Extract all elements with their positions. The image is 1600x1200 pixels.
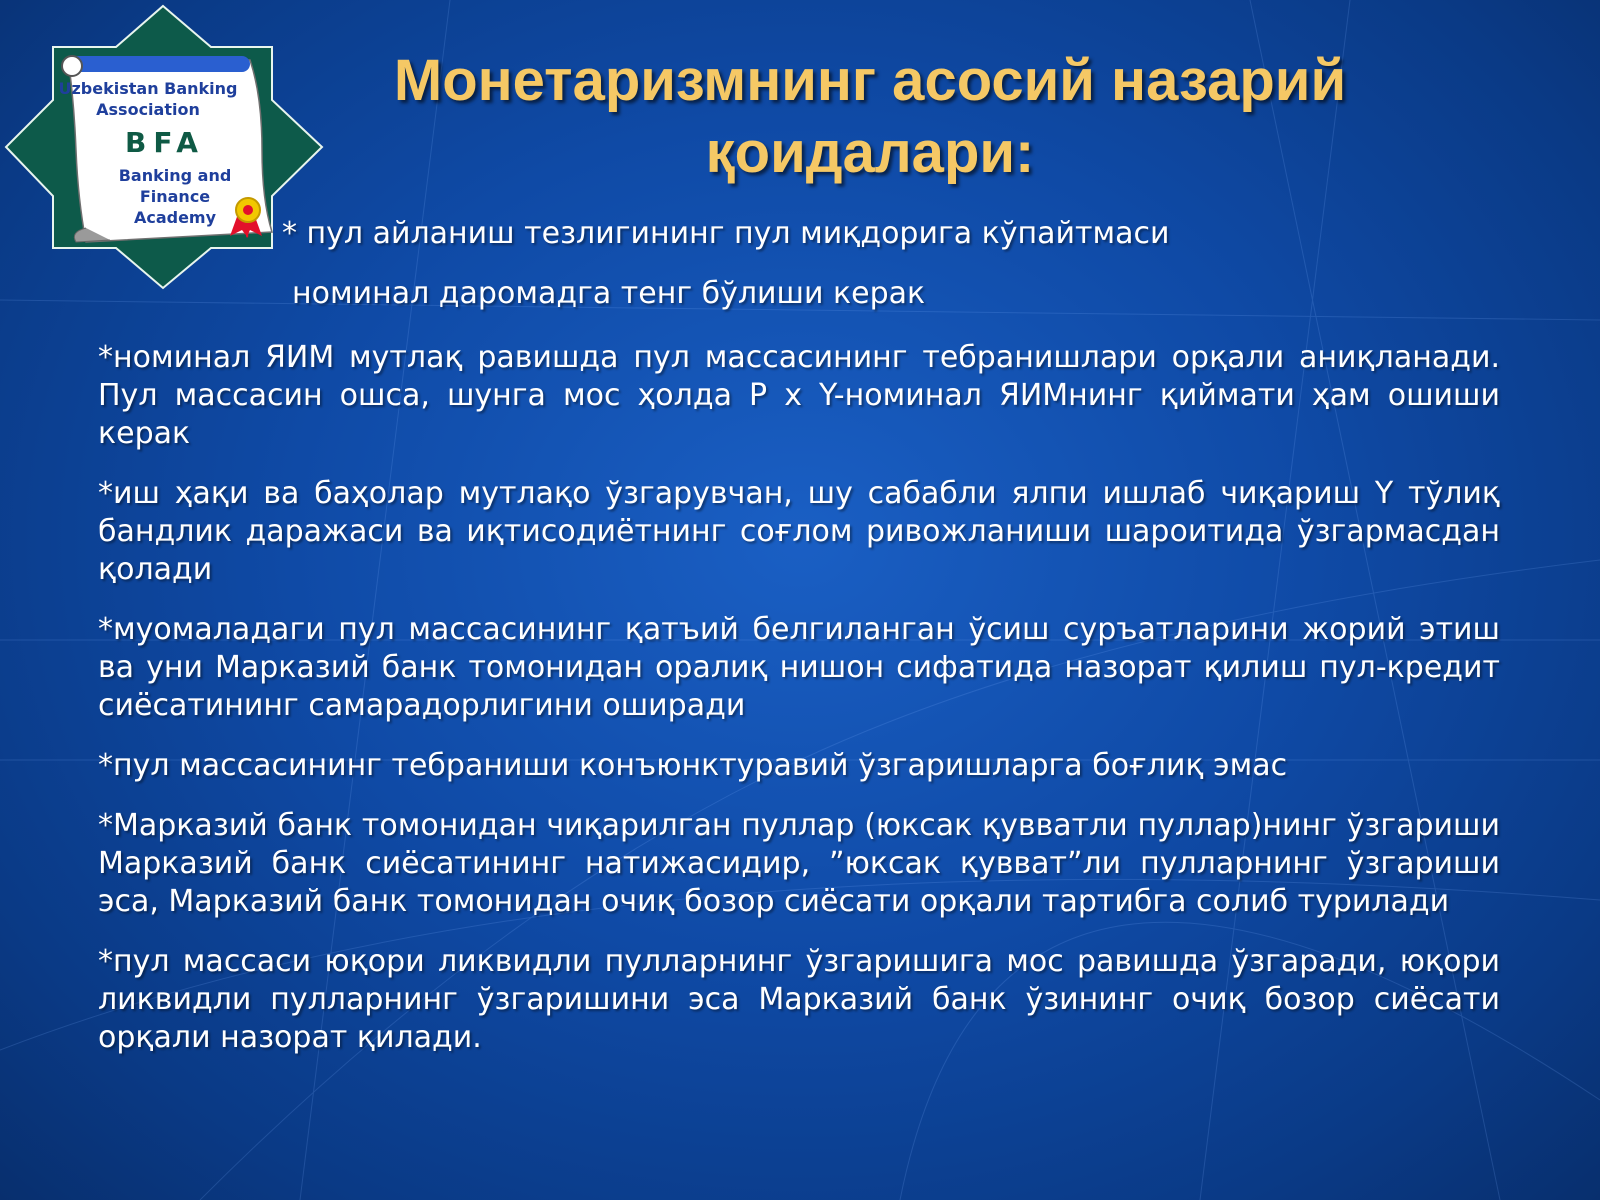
logo-abbreviation: BFA (125, 126, 205, 159)
bullet-item: *Марказий банк томонидан чиқарилган пуллар (юксак қувватли пуллар)нинг ўзгариши Марказий банк сиёсатининг натижасидир, ”юксак қувват”ли пулларнинг ўзгариши эса, Марказий банк томонидан очиқ бозор сиёсати орқали тартибга солиб турилади (98, 808, 1500, 919)
bfa-logo (0, 0, 330, 295)
bullet-item: *пул массасининг тебраниши конъюнктуравий ўзгаришларга боғлиқ эмас (98, 748, 1288, 783)
intro-line-2: номинал даромадга тенг бўлиши керак (292, 276, 926, 311)
intro-line-1: * пул айланиш тезлигининг пул миқдорига кўпайтмаси (282, 216, 1170, 251)
bullet-list (98, 339, 1500, 1079)
bullet-item: *иш ҳақи ва баҳолар мутлақо ўзгарувчан, шу сабабли ялпи ишлаб чиқариш Y тўлиқ бандлик даражаси ва иқтисодиётнинг соғлом ривожланиши шароитида ўзгармасдан қолади (98, 476, 1500, 587)
slide-title: Монетаризмнинг асосий назарий қоидалари: (393, 48, 1347, 185)
logo-organization: Uzbekistan Banking Association (58, 79, 238, 119)
bullet-item: *пул массаси юқори ликвидли пулларнинг ўзгаришига мос равишда ўзгаради, юқори ликвидли пулларнинг ўзгаришини эса Марказий банк ўзининг очиқ бозор сиёсати орқали назорат қилади. (98, 944, 1500, 1055)
bullet-item: *номинал ЯИМ мутлақ равишда пул массасининг тебранишлари орқали аниқланади. Пул массасин ошса, шунга мос ҳолда P x Y-номинал ЯИМнинг қиймати ҳам ошиши керак (98, 340, 1500, 451)
logo-academy-name: Banking and Finance Academy (118, 166, 232, 227)
bullet-item: *муомаладаги пул массасининг қатъий белгиланган ўсиш суръатларини жорий этиш ва уни Марказий банк томонидан оралиқ нишон сифатида назорат қилиш пул-кредит сиёсатининг самарадорлигини оширади (98, 612, 1500, 723)
